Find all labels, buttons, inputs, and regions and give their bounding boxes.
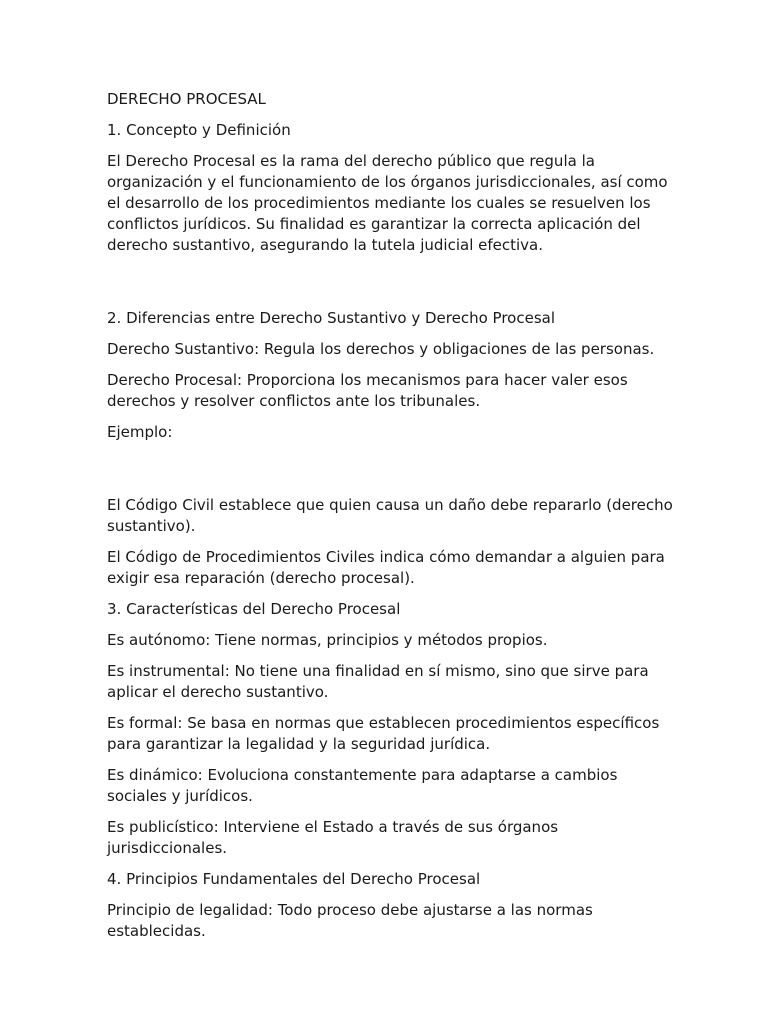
document-page [107, 89, 677, 952]
section-heading-diferencias: 2. Diferencias entre Derecho Sustantivo y Derecho Procesal [107, 309, 555, 327]
paragraph-derecho-procesal: Derecho Procesal: Proporciona los mecanismos para hacer valer esos derechos y resolver conflictos ante los tribunales. [107, 371, 628, 410]
section-heading-principios: 4. Principios Fundamentales del Derecho Procesal [107, 870, 481, 888]
paragraph-ejemplo-codigo-civil: El Código Civil establece que quien causa un daño debe repararlo (derecho sustantivo). [107, 496, 673, 535]
paragraph-principio-legalidad: Principio de legalidad: Todo proceso debe ajustarse a las normas establecidas. [107, 901, 593, 940]
paragraph-definicion: El Derecho Procesal es la rama del derecho público que regula la organización y el funcionamiento de los órganos jurisdiccionales, así como el desarrollo de los procedimientos mediante los cuales se resuelven los conflictos jurídicos. Su finalidad es garantizar la correcta aplicación del derecho sustantivo, asegurando la tutela judicial efectiva. [107, 152, 668, 254]
paragraph-autonomo: Es autónomo: Tiene normas, principios y métodos propios. [107, 631, 548, 649]
paragraph-ejemplo-label: Ejemplo: [107, 423, 173, 441]
section-heading-concepto: 1. Concepto y Definición [107, 121, 291, 139]
paragraph-dinamico: Es dinámico: Evoluciona constantemente para adaptarse a cambios sociales y jurídicos. [107, 766, 618, 805]
document-title: DERECHO PROCESAL [107, 90, 266, 108]
paragraph-instrumental: Es instrumental: No tiene una finalidad en sí mismo, sino que sirve para aplicar el derecho sustantivo. [107, 662, 649, 701]
paragraph-publicistico: Es publicístico: Interviene el Estado a través de sus órganos jurisdiccionales. [107, 818, 559, 857]
paragraph-derecho-sustantivo: Derecho Sustantivo: Regula los derechos y obligaciones de las personas. [107, 340, 655, 358]
section-heading-caracteristicas: 3. Características del Derecho Procesal [107, 600, 401, 618]
paragraph-ejemplo-codigo-procedimientos: El Código de Procedimientos Civiles indica cómo demandar a alguien para exigir esa reparación (derecho procesal). [107, 548, 665, 587]
paragraph-formal: Es formal: Se basa en normas que establecen procedimientos específicos para garantizar la legalidad y la seguridad jurídica. [107, 714, 660, 753]
